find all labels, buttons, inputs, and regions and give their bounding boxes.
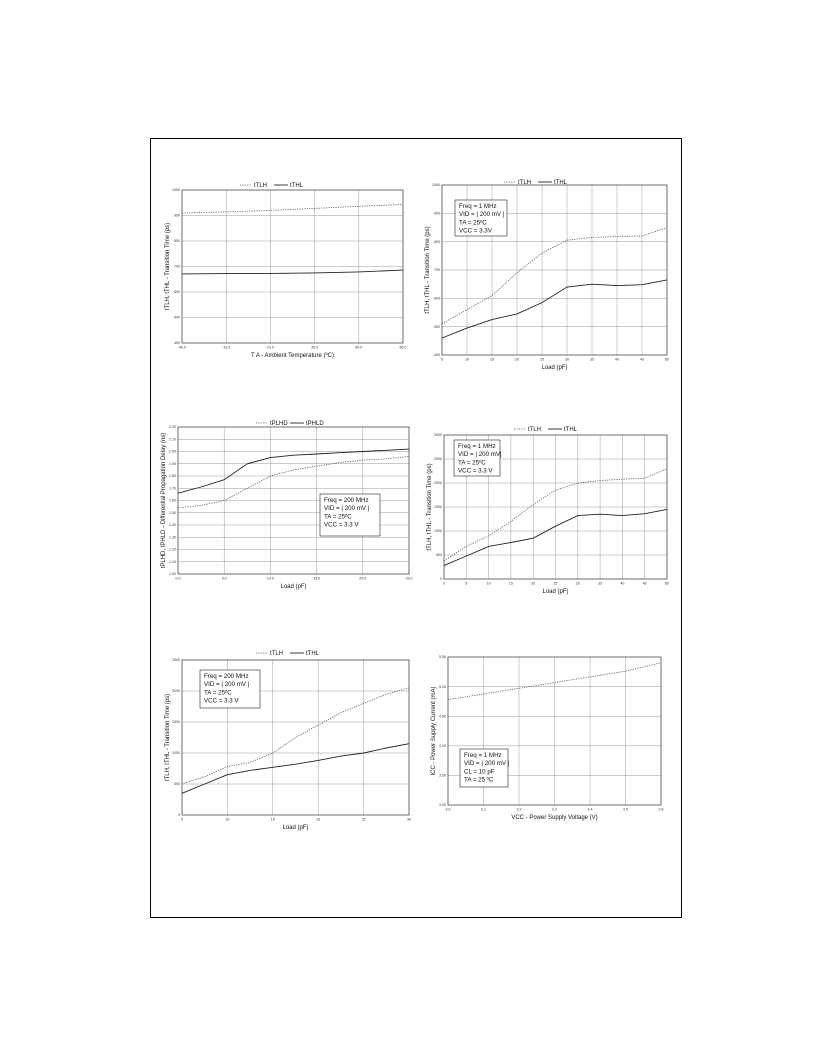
series-line-ttlh [182, 205, 403, 214]
x-axis-label: Load (pF) [280, 584, 307, 590]
y-axis-label: tTLH, tTHL - Transition Time (ps) [165, 222, 171, 311]
series-line-tthl [442, 280, 667, 338]
x-tick-label: 40 [620, 581, 625, 586]
chart-svg [160, 645, 415, 840]
x-tick-label: 35 [598, 581, 603, 586]
condition-line: Freq = 200 MHz [204, 673, 249, 680]
y-tick-label: 800 [434, 239, 440, 244]
condition-line: VID = | 200 mV | [324, 505, 370, 513]
y-tick-label: 5.00 [439, 684, 446, 689]
y-tick-label: 1.10 [169, 559, 176, 564]
x-tick-label: 15.0 [313, 576, 321, 581]
x-tick-label: 3.4 [587, 807, 593, 812]
x-tick-label: -40.0 [177, 345, 187, 350]
y-tick-label: 4.50 [439, 714, 446, 719]
y-tick-label: 2500 [434, 457, 442, 462]
condition-line: VCC = 3.3 V [324, 521, 359, 529]
y-tick-label: 5.50 [439, 655, 446, 660]
y-tick-label: 1.60 [169, 498, 176, 503]
condition-line: VID = | 200 mV| [458, 451, 502, 459]
y-tick-label: 0 [178, 813, 180, 818]
y-axis-label: tPLHD, tPHLD - Differential Propagation Delay (ns) [161, 432, 167, 569]
y-tick-label: 1500 [172, 720, 180, 725]
legend-entry: tTLH [528, 427, 542, 433]
y-tick-label: 1.30 [169, 535, 176, 540]
x-tick-label: 10.0 [266, 345, 274, 350]
y-tick-label: 1.80 [169, 474, 176, 479]
y-tick-label: 3000 [434, 433, 442, 438]
y-tick-label: 700 [174, 264, 180, 269]
y-tick-label: 1.40 [169, 523, 176, 528]
y-tick-label: 3.00 [439, 803, 446, 808]
x-axis-label: Load (pF) [542, 589, 569, 595]
condition-line: CL = 10 pF [464, 768, 495, 776]
y-tick-label: 2.10 [169, 437, 176, 442]
y-tick-label: 0 [440, 577, 442, 582]
x-axis-label: Load (pF) [541, 365, 568, 371]
x-tick-label: 50 [665, 357, 669, 362]
condition-line: TA = 25ºC [459, 219, 487, 227]
x-tick-label: 25 [553, 581, 558, 586]
series-line-ttlh [442, 228, 667, 324]
y-tick-label: 1000 [432, 183, 440, 188]
y-tick-label: 2000 [172, 689, 180, 694]
legend-entry: tTLH [254, 183, 268, 189]
condition-line: Freq = 1 MHz [464, 752, 502, 759]
legend-entry: tTLH [518, 180, 532, 186]
series-line-tthl [182, 744, 409, 794]
condition-line: TA = 25ºC [324, 513, 352, 521]
chart-svg [160, 415, 415, 620]
y-tick-label: 4.00 [439, 744, 446, 748]
x-tick-label: 3.0 [445, 807, 451, 812]
x-tick-label: 45 [642, 581, 647, 586]
chart-propagation-delay-vs-load [160, 415, 415, 620]
y-tick-label: 500 [174, 782, 180, 787]
y-tick-label: 2.20 [169, 425, 176, 430]
legend-entry: tTHL [290, 183, 304, 189]
series-line-tthl [182, 270, 403, 274]
x-tick-label: 10 [465, 357, 469, 362]
y-tick-label: 700 [434, 268, 440, 273]
chart-svg [160, 175, 410, 375]
chart-transition-time-vs-load-1mhz-wide [418, 420, 673, 620]
chart-supply-current-vs-voltage [418, 650, 673, 840]
condition-line: VID = | 200 mV | [464, 760, 510, 768]
y-tick-label: 3.50 [439, 773, 446, 778]
x-tick-label: 35 [590, 357, 594, 362]
x-tick-label: 10 [225, 817, 230, 822]
y-axis-label: tTLH, tTHL - Transition Time (ps) [427, 463, 433, 551]
series-line-tphld [178, 449, 409, 493]
y-tick-label: 2000 [434, 481, 442, 486]
y-tick-label: 600 [434, 296, 440, 301]
x-tick-label: -15.0 [222, 345, 231, 350]
x-tick-label: 25.0 [405, 576, 413, 581]
x-tick-label: 0.0 [175, 576, 181, 581]
x-tick-label: 3.3 [552, 807, 557, 812]
x-tick-label: 35.0 [311, 345, 319, 350]
condition-line: TA = 25ºC [204, 689, 232, 697]
y-tick-label: 400 [174, 341, 180, 346]
x-tick-label: 30 [575, 581, 580, 586]
x-tick-label: 20 [515, 357, 519, 362]
condition-line: VCC = 3.3V [459, 227, 492, 235]
y-axis-label: tTLH, tTHL - Transition Time (ps) [425, 226, 431, 314]
x-tick-label: 85.0 [399, 345, 407, 350]
condition-line: VID = | 200 mV | [459, 211, 505, 219]
chart-svg [418, 175, 673, 375]
x-tick-label: 3.6 [658, 807, 664, 812]
condition-line: VID = | 200 mV | [204, 681, 250, 689]
condition-line: TA = 25ºC [458, 459, 486, 467]
x-tick-label: 30 [407, 817, 411, 822]
y-tick-label: 500 [174, 315, 180, 320]
y-tick-label: 1000 [172, 188, 180, 193]
x-tick-label: 45 [640, 357, 644, 362]
y-tick-label: 800 [174, 239, 180, 244]
legend-entry: tTHL [306, 651, 320, 657]
legend-entry: tPHLD [306, 421, 324, 427]
legend-entry: tPLHD [270, 421, 288, 427]
x-tick-label: 0 [443, 581, 445, 586]
x-tick-label: 5 [441, 357, 443, 362]
x-tick-label: 25 [540, 357, 544, 362]
y-tick-label: 400 [434, 353, 440, 358]
x-tick-label: 10.0 [266, 576, 274, 581]
condition-line: Freq = 200 MHz [324, 497, 369, 504]
x-tick-label: 40 [615, 357, 619, 362]
x-tick-label: 3.1 [481, 807, 486, 812]
y-tick-label: 1.70 [169, 486, 176, 491]
x-tick-label: 25 [361, 817, 366, 822]
y-tick-label: 900 [174, 213, 180, 218]
x-axis-label: VCC - Power Supply Voltage (V) [511, 815, 598, 821]
condition-line: Freq = 1 MHz [458, 443, 496, 450]
x-tick-label: 5 [465, 581, 468, 586]
x-tick-label: 15 [508, 581, 513, 586]
y-tick-label: 1.00 [169, 572, 176, 577]
y-axis-label: ICC - Power Supply Current (mA) [431, 686, 437, 776]
legend-entry: tTLH [270, 651, 284, 657]
x-tick-label: 3.2 [516, 807, 522, 812]
x-tick-label: 50 [665, 581, 669, 586]
y-tick-label: 900 [434, 211, 440, 216]
condition-line: TA = 25 ºC [464, 776, 494, 784]
condition-line: VCC = 3.3 V [204, 697, 239, 705]
x-tick-label: 10 [486, 581, 491, 586]
legend-entry: tTHL [554, 180, 568, 186]
y-tick-label: 1500 [434, 505, 442, 510]
x-tick-label: 3.5 [623, 807, 628, 812]
y-tick-label: 500 [436, 553, 442, 558]
x-axis-label: T A - Ambient Temperature (ºC) [250, 353, 335, 359]
y-tick-label: 1.90 [169, 461, 176, 466]
y-tick-label: 1.50 [169, 510, 176, 515]
x-tick-label: 20 [316, 817, 321, 822]
x-tick-label: 20 [531, 581, 536, 586]
y-tick-label: 2500 [172, 658, 180, 663]
chart-svg [418, 650, 673, 840]
y-tick-label: 2.00 [169, 449, 176, 454]
x-tick-label: 5 [181, 817, 183, 822]
x-tick-label: 15 [490, 357, 494, 362]
chart-svg [418, 420, 673, 620]
x-axis-label: Load (pF) [282, 825, 309, 831]
chart-transition-time-vs-load-200mhz [160, 645, 415, 840]
y-tick-label: 1000 [172, 751, 180, 756]
x-tick-label: 20.0 [359, 576, 367, 581]
condition-line: VCC = 3.3 V [458, 467, 493, 475]
x-tick-label: 5.0 [221, 576, 227, 581]
x-tick-label: 15 [270, 817, 275, 822]
y-tick-label: 500 [434, 324, 440, 329]
y-axis-label: tTLH, tTHL - Transition Time (ps) [165, 693, 171, 782]
x-tick-label: 60.0 [355, 345, 363, 350]
chart-transition-time-vs-load-1mhz [418, 175, 673, 375]
chart-transition-time-vs-temperature [160, 175, 410, 375]
y-tick-label: 1.20 [169, 547, 176, 552]
y-tick-label: 600 [174, 290, 180, 295]
legend-entry: tTHL [564, 427, 578, 433]
condition-line: Freq = 1 MHz [459, 203, 497, 210]
y-tick-label: 1000 [434, 529, 442, 534]
x-tick-label: 30 [565, 357, 569, 362]
